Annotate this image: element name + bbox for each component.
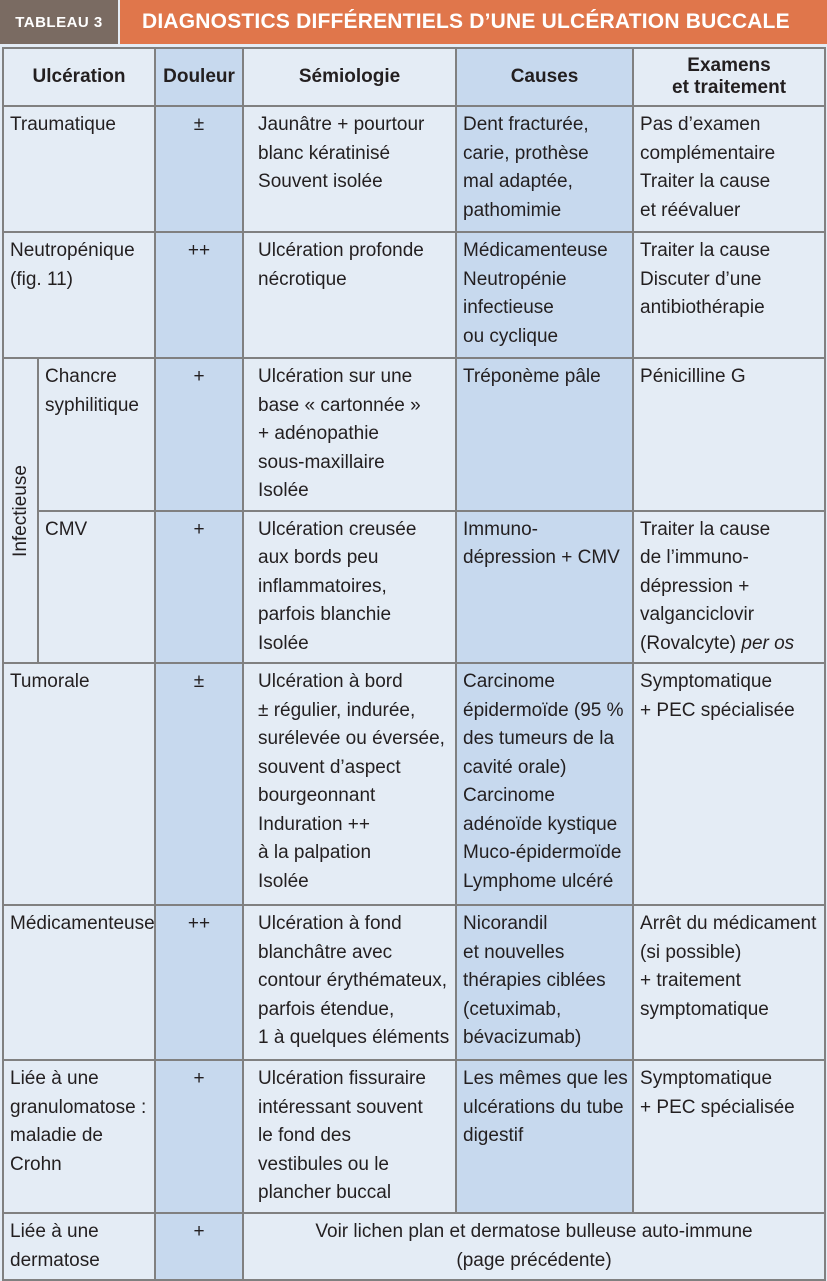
row-name: [3, 232, 155, 358]
semiologie-cell: [243, 358, 456, 511]
douleur-cell: ±: [155, 663, 243, 905]
text-line: ou cyclique: [463, 325, 559, 347]
traitement-cell: [633, 1060, 825, 1213]
text-line: base « cartonnée »: [258, 394, 421, 416]
text-line: Chancre: [45, 366, 117, 387]
traitement-cell: [633, 106, 825, 232]
text-line: dermatose: [10, 1249, 100, 1271]
text-line: Jaunâtre + pourtour: [258, 114, 425, 135]
text-line: Isolée: [258, 480, 309, 501]
column-header-examens: Examens et traitement: [633, 48, 825, 106]
semiologie-cell: [243, 232, 456, 358]
text-line: CMV: [45, 518, 88, 540]
text-line: Induration ++: [258, 813, 370, 835]
text-line: vestibules ou le: [258, 1153, 389, 1175]
text-line: Dent fracturée,: [463, 114, 589, 135]
table-row: [3, 232, 825, 358]
table-row: [3, 1060, 825, 1213]
text-line: + adénopathie: [258, 423, 379, 444]
text-line: Symptomatique: [640, 671, 773, 692]
causes-cell: [456, 663, 633, 905]
traitement-cell: [633, 358, 825, 511]
semiologie-cell: [243, 106, 456, 232]
text-line: + PEC spécialisée: [640, 1096, 795, 1118]
semiologie-cell: [243, 1060, 456, 1213]
column-header-semiologie: Sémiologie: [243, 48, 456, 106]
text-line: à la palpation: [258, 842, 372, 863]
text-line: Traumatique: [10, 114, 116, 135]
text-line: sous-maxillaire: [258, 451, 385, 473]
text-line: et réévaluer: [640, 199, 741, 221]
text-line: Voir lichen plan et dermatose bulleuse auto-immune: [315, 1221, 753, 1242]
semiologie-cell: [243, 663, 456, 905]
text-line: nécrotique: [258, 268, 347, 290]
traitement-cell: [633, 232, 825, 358]
text-line: Nicorandil: [463, 913, 548, 934]
text-line: complémentaire: [640, 142, 776, 164]
table-title-bar: [0, 0, 827, 44]
text-line: Souvent isolée: [258, 171, 383, 192]
text-line: Isolée: [258, 870, 309, 892]
text-line: Isolée: [258, 632, 309, 654]
row-name: [3, 663, 155, 905]
text-line: Pas d’examen: [640, 114, 761, 135]
row-name: [3, 1213, 155, 1280]
douleur-cell: +: [155, 358, 243, 511]
causes-cell: [456, 1060, 633, 1213]
text-line: intéressant souvent: [258, 1096, 423, 1118]
merged-note-cell: [243, 1213, 825, 1280]
traitement-cell: [633, 663, 825, 905]
text-line: Immuno-: [463, 518, 538, 540]
column-header-ulceration: Ulcération: [3, 48, 155, 106]
causes-cell: [456, 358, 633, 511]
row-name: [3, 1060, 155, 1213]
text-line: dépression + CMV: [463, 547, 620, 568]
text-line: Liée à une: [10, 1221, 99, 1242]
text-line: ulcérations du tube: [463, 1096, 624, 1118]
text-line: syphilitique: [45, 394, 139, 416]
text-line: blanc kératinisé: [258, 142, 391, 164]
table-row: [3, 905, 825, 1060]
text-line: Traiter la cause: [640, 171, 771, 192]
text-line: Crohn: [10, 1153, 62, 1175]
text-line: Ulcération profonde: [258, 240, 424, 261]
text-line: antibiothérapie: [640, 297, 765, 318]
text-line: Médicamenteuse: [463, 240, 608, 261]
text-line: bévacizumab): [463, 1027, 582, 1048]
text-line: Discuter d’une: [640, 268, 762, 290]
text-line: Carcinome: [463, 671, 555, 692]
text-line: surélevée ou éversée,: [258, 728, 445, 749]
douleur-cell: ++: [155, 232, 243, 358]
traitement-cell: [633, 905, 825, 1060]
douleur-cell: +: [155, 1060, 243, 1213]
text-line: + PEC spécialisée: [640, 699, 795, 721]
text-line: digestif: [463, 1125, 524, 1146]
text-line: carie, prothèse: [463, 142, 589, 164]
text-line: épidermoïde (95 %: [463, 699, 624, 721]
text-line: parfois blanchie: [258, 604, 392, 625]
semiologie-cell: [243, 905, 456, 1060]
text-line: cavité orale): [463, 756, 567, 778]
text-line: des tumeurs de la: [463, 728, 615, 749]
text-line: 1 à quelques éléments: [258, 1027, 450, 1048]
table-row: [3, 106, 825, 232]
text-line: Muco-épidermoïde: [463, 842, 622, 863]
text-line: Ulcération à fond: [258, 913, 402, 934]
table-row: [3, 358, 825, 511]
table-row: [3, 511, 825, 664]
table-row: [3, 663, 825, 905]
causes-cell: [456, 232, 633, 358]
header-row: [3, 48, 825, 106]
text-line: aux bords peu: [258, 547, 379, 568]
text-line: Liée à une: [10, 1068, 99, 1089]
text-line: Tréponème pâle: [463, 366, 601, 387]
column-header-causes: Causes: [456, 48, 633, 106]
text-line: maladie de: [10, 1125, 103, 1146]
row-name: [38, 511, 155, 664]
text-line: plancher buccal: [258, 1182, 392, 1203]
row-name: [3, 106, 155, 232]
text-line: + traitement: [640, 970, 741, 991]
text-line: Pénicilline G: [640, 366, 746, 387]
differential-diagnosis-table: [2, 47, 826, 1281]
text-line: (cetuximab,: [463, 998, 562, 1020]
text-line: Carcinome: [463, 785, 555, 806]
table-title: DIAGNOSTICS DIFFÉRENTIELS D’UNE ULCÉRATION BUCCALE: [120, 0, 827, 44]
text-line: adénoïde kystique: [463, 813, 618, 835]
causes-cell: [456, 905, 633, 1060]
text-line: symptomatique: [640, 998, 769, 1020]
text-line: mal adaptée,: [463, 171, 573, 192]
text-line: Ulcération creusée: [258, 518, 417, 540]
text-line: Arrêt du médicament: [640, 913, 817, 934]
row-name: [3, 905, 155, 1060]
text-line: Traiter la cause: [640, 518, 771, 540]
text-line: Tumorale: [10, 671, 90, 692]
text-line: (page précédente): [456, 1249, 612, 1271]
table-row: [3, 1213, 825, 1280]
text-line: granulomatose :: [10, 1096, 147, 1118]
text-line: (si possible): [640, 941, 742, 963]
douleur-cell: +: [155, 1213, 243, 1280]
text-line: thérapies ciblées: [463, 970, 606, 991]
column-header-douleur: Douleur: [155, 48, 243, 106]
douleur-cell: +: [155, 511, 243, 664]
text-line: Ulcération à bord: [258, 671, 403, 692]
text-line: Traiter la cause: [640, 240, 771, 261]
table-number-tag: TABLEAU 3: [0, 0, 118, 44]
text-line: Ulcération fissuraire: [258, 1068, 426, 1089]
traitement-cell: Traiter la cause de l’immuno- dépression + valganciclovir (Rovalcyte) per os: [633, 511, 825, 664]
text-line: blanchâtre avec: [258, 941, 393, 963]
text-line: dépression +: [640, 575, 750, 597]
causes-cell: [456, 511, 633, 664]
text-line: de l’immuno-: [640, 547, 749, 568]
text-line: et nouvelles: [463, 941, 565, 963]
text-line: contour érythémateux,: [258, 970, 448, 991]
text-line: (fig. 11): [10, 268, 74, 290]
text-line: infectieuse: [463, 297, 554, 318]
text-line: ± régulier, indurée,: [258, 699, 416, 721]
text-line: parfois étendue,: [258, 998, 395, 1020]
text-line: souvent d’aspect: [258, 756, 401, 778]
text-line: bourgeonnant: [258, 785, 376, 806]
text-line: Les mêmes que les: [463, 1068, 628, 1089]
text-line: inflammatoires,: [258, 575, 387, 597]
douleur-cell: ±: [155, 106, 243, 232]
text-line: le fond des: [258, 1125, 351, 1146]
text-line: pathomimie: [463, 199, 562, 221]
text-line: Médicamenteuse: [10, 913, 155, 934]
causes-cell: [456, 106, 633, 232]
text-line: Symptomatique: [640, 1068, 773, 1089]
group-label-infectieuse: Infectieuse: [3, 358, 38, 663]
douleur-cell: ++: [155, 905, 243, 1060]
text-line: Ulcération sur une: [258, 366, 413, 387]
text-line: Neutropénique: [10, 240, 135, 261]
text-line: valganciclovir: [640, 604, 755, 625]
text-line: Neutropénie: [463, 268, 567, 290]
semiologie-cell: [243, 511, 456, 664]
row-name: [38, 358, 155, 511]
text-line: Lymphome ulcéré: [463, 870, 614, 892]
